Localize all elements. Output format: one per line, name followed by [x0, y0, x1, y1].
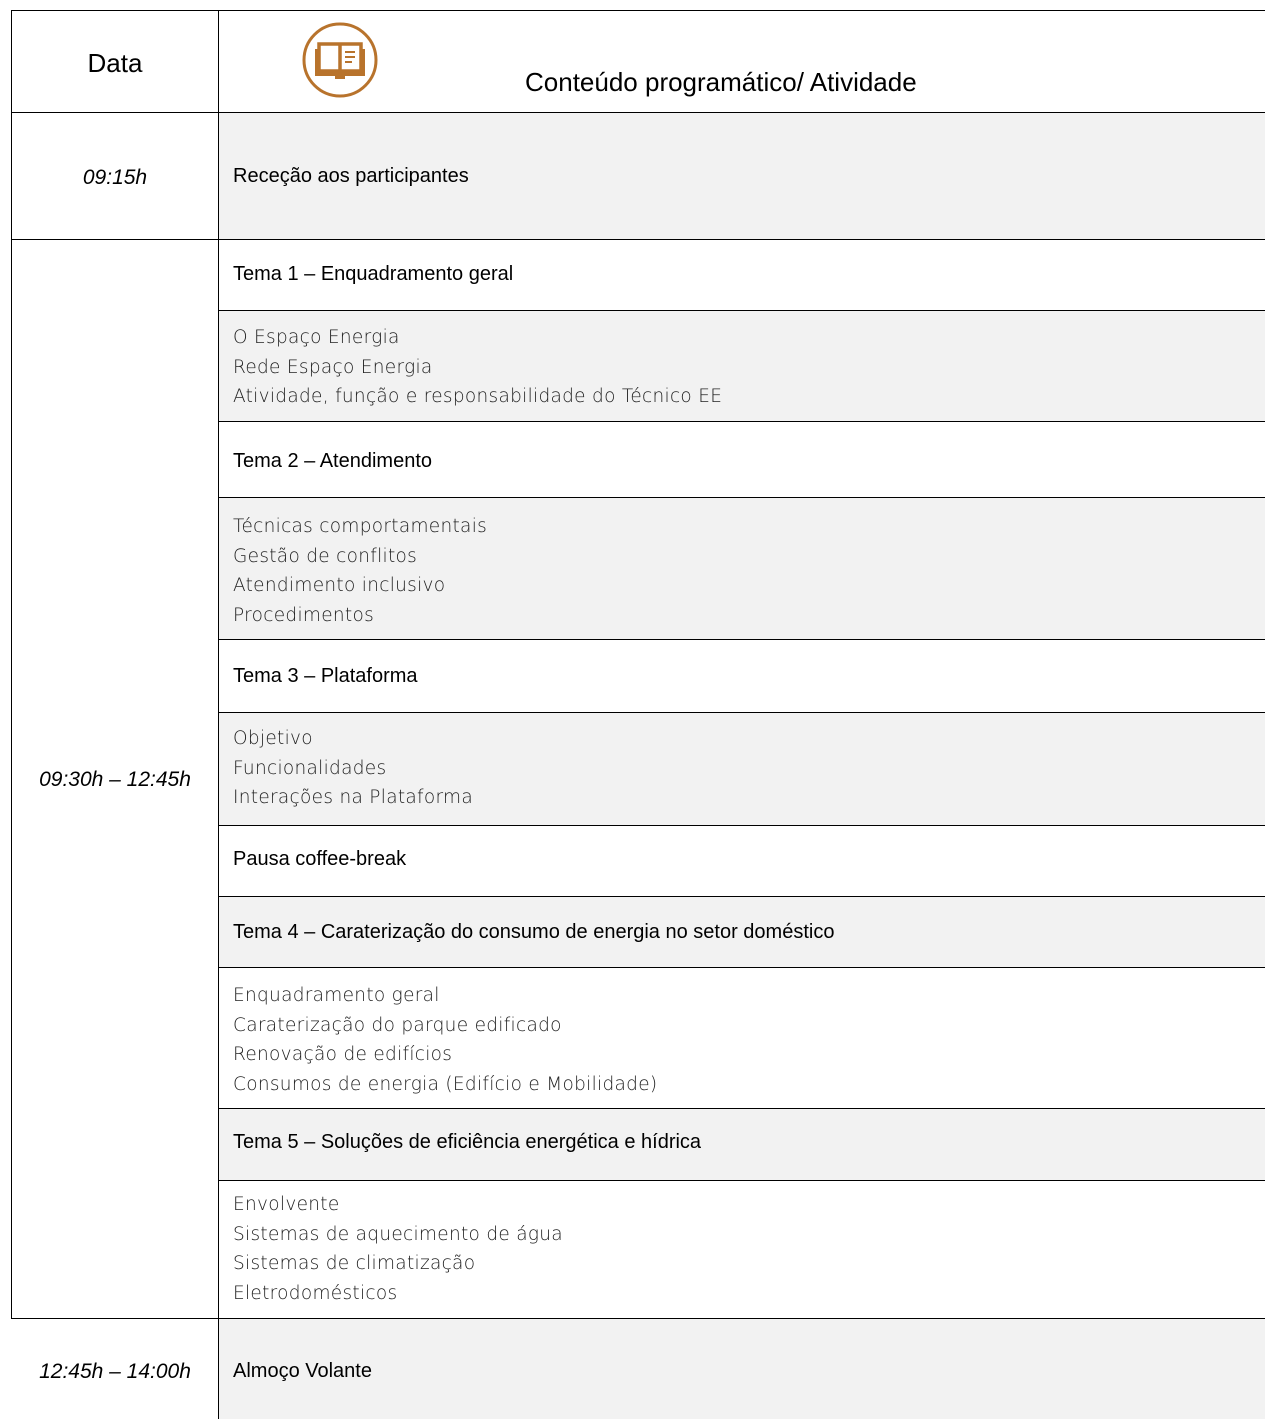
- tema3-title-border: [219, 712, 1265, 713]
- tema4-items: [233, 981, 657, 1099]
- tema2-title: Tema 2 – Atendimento: [233, 450, 433, 472]
- list-item: O Espaço Energia: [233, 327, 400, 348]
- morning-time: 09:30h – 12:45h: [39, 768, 191, 791]
- list-item: Procedimentos: [233, 604, 375, 626]
- tema1-title-border: [219, 310, 1265, 311]
- tema1-title: Tema 1 – Enquadramento geral: [233, 263, 514, 285]
- morning-bottom-border: [11, 1318, 1265, 1319]
- tema1-items-border: [219, 421, 1265, 422]
- list-item: Envolvente: [233, 1194, 340, 1215]
- tema2-title-border: [219, 497, 1265, 498]
- table-top-border: [11, 10, 1265, 11]
- tema2-items-border: [219, 639, 1265, 640]
- lunch-title: Almoço Volante: [233, 1360, 372, 1382]
- list-item: Caraterização do parque edificado: [233, 1014, 562, 1036]
- book-icon: [302, 22, 378, 98]
- header-bottom-border: [11, 112, 1265, 113]
- list-item: Enquadramento geral: [233, 985, 440, 1006]
- list-item: Atendimento inclusivo: [233, 575, 446, 596]
- tema5-title-border: [219, 1180, 1265, 1181]
- pausa-border: [219, 896, 1265, 897]
- tema4-items-border: [219, 1108, 1265, 1109]
- tema5-title: Tema 5 – Soluções de eficiência energética e hídrica: [233, 1131, 702, 1153]
- lunch-time: 12:45h – 14:00h: [39, 1360, 191, 1383]
- table-left-border: [11, 10, 12, 1318]
- tema4-title-border: [219, 967, 1265, 968]
- content-column-header: Conteúdo programático/ Atividade: [525, 67, 917, 97]
- list-item: Técnicas comportamentais: [233, 516, 488, 537]
- welcome-title: Receção aos participantes: [233, 165, 469, 187]
- list-item: Gestão de conflitos: [233, 545, 418, 567]
- column-divider: [218, 10, 219, 1419]
- list-item: Consumos de energia (Edifício e Mobilidade): [233, 1073, 658, 1095]
- list-item: Interações na Plataforma: [233, 787, 473, 808]
- tema3-items-border: [219, 825, 1265, 826]
- lunch-cell-bg: [219, 1319, 1265, 1419]
- tema3-items: [233, 724, 473, 813]
- pausa-title: Pausa coffee-break: [233, 848, 407, 870]
- tema5-items: [233, 1190, 563, 1308]
- list-item: Rede Espaço Energia: [233, 356, 433, 378]
- tema3-title: Tema 3 – Plataforma: [233, 665, 418, 687]
- tema4-title: Tema 4 – Caraterização do consumo de energia no setor doméstico: [233, 921, 835, 943]
- list-item: Renovação de edifícios: [233, 1044, 453, 1065]
- list-item: Eletrodomésticos: [233, 1282, 398, 1304]
- list-item: Sistemas de climatização: [233, 1253, 476, 1274]
- tema1-items: [233, 323, 722, 412]
- list-item: Funcionalidades: [233, 757, 387, 779]
- date-column-header: Data: [87, 48, 143, 78]
- welcome-time: 09:15h: [82, 166, 148, 189]
- welcome-bottom-border: [11, 239, 1265, 240]
- list-item: Objetivo: [233, 728, 313, 749]
- list-item: Atividade, função e responsabilidade do Técnico EE: [233, 386, 723, 407]
- list-item: Sistemas de aquecimento de água: [233, 1223, 563, 1245]
- tema2-items: [233, 512, 487, 630]
